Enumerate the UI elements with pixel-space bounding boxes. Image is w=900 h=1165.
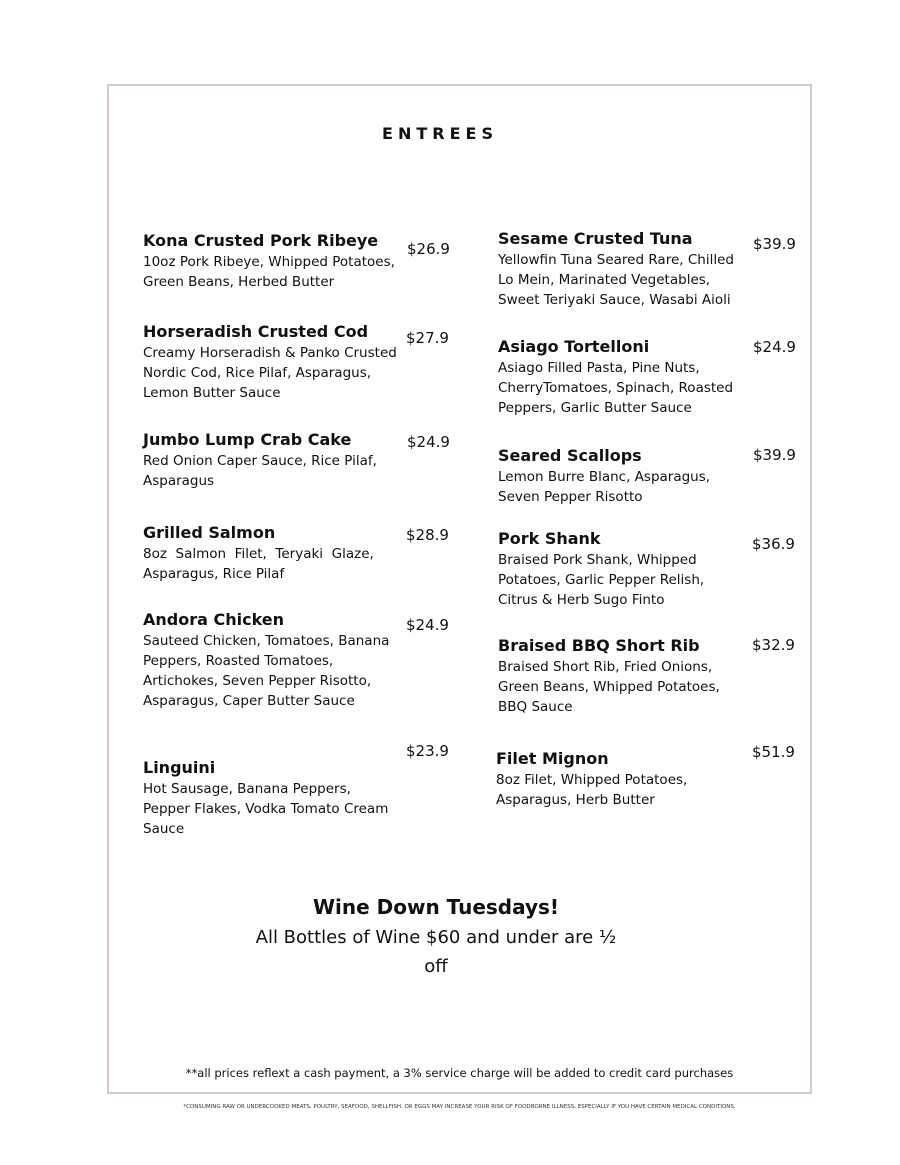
item-desc-line: Green Beans, Herbed Butter	[143, 274, 335, 290]
menu-item-filet-mignon	[496, 748, 687, 810]
item-price: $24.9	[407, 433, 450, 451]
item-desc-line: Peppers, Roasted Tomatoes,	[143, 653, 334, 669]
item-price: $26.9	[407, 240, 450, 258]
item-desc-line: Asparagus, Rice Pilaf	[143, 566, 285, 582]
item-desc-line: Sauce	[143, 821, 185, 837]
item-name: Grilled Salmon	[143, 523, 276, 542]
item-desc-line: Yellowfin Tuna Seared Rare, Chilled	[498, 252, 734, 268]
item-desc-line: Asparagus	[143, 473, 215, 489]
item-desc-line: CherryTomatoes, Spinach, Roasted	[498, 380, 734, 396]
menu-item-bbq-short-rib	[498, 635, 720, 717]
item-desc-line: Braised Pork Shank, Whipped	[498, 552, 697, 568]
item-desc-line: Hot Sausage, Banana Peppers,	[143, 781, 351, 797]
menu-item-sesame-tuna	[498, 228, 734, 310]
item-desc-line: Asparagus, Caper Butter Sauce	[143, 693, 355, 709]
item-name: Asiago Tortelloni	[498, 337, 650, 356]
item-desc-line: Artichokes, Seven Pepper Risotto,	[143, 673, 372, 689]
item-price: $24.9	[753, 338, 796, 356]
item-name: Seared Scallops	[498, 446, 642, 465]
item-desc-line: Lemon Butter Sauce	[143, 385, 281, 401]
item-desc-line: Pepper Flakes, Vodka Tomato Cream	[143, 801, 389, 817]
menu-item-horseradish-cod	[143, 321, 397, 403]
item-price: $23.9	[406, 742, 449, 760]
menu-item-grilled-salmon	[143, 522, 374, 584]
item-desc-line: Red Onion Caper Sauce, Rice Pilaf,	[143, 453, 377, 469]
item-price: $24.9	[406, 616, 449, 634]
item-desc-line: Sweet Teriyaki Sauce, Wasabi Aioli	[498, 292, 731, 308]
page-title: ENTREES	[382, 124, 498, 143]
item-price: $51.9	[752, 743, 795, 761]
item-desc-line: Potatoes, Garlic Pepper Relish,	[498, 572, 705, 588]
item-name: Kona Crusted Pork Ribeye	[143, 231, 379, 250]
item-name: Pork Shank	[498, 529, 601, 548]
menu-item-seared-scallops	[498, 445, 710, 507]
item-desc-line: 10oz Pork Ribeye, Whipped Potatoes,	[143, 254, 395, 270]
item-price: $36.9	[752, 535, 795, 553]
item-desc-line: Green Beans, Whipped Potatoes,	[498, 679, 720, 695]
item-desc-line: 8oz Salmon Filet, Teryaki Glaze,	[143, 546, 374, 562]
item-price: $27.9	[406, 329, 449, 347]
pricing-note: **all prices reflext a cash payment, a 3% service charge will be added to credit card purchases	[185, 1066, 734, 1080]
menu-item-pork-shank	[498, 528, 704, 610]
item-desc-line: Sauteed Chicken, Tomatoes, Banana	[143, 633, 390, 649]
menu-item-linguini	[143, 757, 388, 839]
item-desc-line: 8oz Filet, Whipped Potatoes,	[496, 772, 688, 788]
item-desc-line: Seven Pepper Risotto	[498, 489, 643, 505]
item-desc-line: Citrus & Herb Sugo Finto	[498, 592, 665, 608]
menu-item-andora-chicken	[143, 609, 389, 711]
item-price: $39.9	[753, 446, 796, 464]
item-price: $28.9	[406, 526, 449, 544]
item-name: Horseradish Crusted Cod	[143, 322, 369, 341]
item-name: Braised BBQ Short Rib	[498, 636, 700, 655]
item-name: Linguini	[143, 758, 216, 777]
item-desc-line: Braised Short Rib, Fried Onions,	[498, 659, 713, 675]
item-desc-line: Lo Mein, Marinated Vegetables,	[498, 272, 711, 288]
menu-item-asiago-tortelloni	[498, 336, 733, 418]
item-desc-line: Nordic Cod, Rice Pilaf, Asparagus,	[143, 365, 372, 381]
item-desc-line: BBQ Sauce	[498, 699, 573, 715]
item-name: Andora Chicken	[143, 610, 285, 629]
item-name: Jumbo Lump Crab Cake	[143, 430, 352, 449]
promo-text-line: All Bottles of Wine $60 and under are ½	[255, 927, 617, 948]
item-desc-line: Creamy Horseradish & Panko Crusted	[143, 345, 397, 361]
menu-item-crab-cake	[143, 429, 377, 491]
item-price: $32.9	[752, 636, 795, 654]
item-price: $39.9	[753, 235, 796, 253]
item-name: Sesame Crusted Tuna	[498, 229, 693, 248]
food-safety-disclaimer: *CONSUMING RAW OR UNDERCOOKED MEATS, POULTRY, SEAFOOD, SHELLFISH, OR EGGS MAY INCREASE YOUR RISK OF FOODBORNE ILLNESS, ESPECIALLY IF YOU HAVE CERTAIN MEDICAL CONDITIONS.	[183, 1104, 736, 1110]
promo-title: Wine Down Tuesdays!	[312, 895, 560, 919]
item-desc-line: Asparagus, Herb Butter	[496, 792, 655, 808]
item-desc-line: Asiago Filled Pasta, Pine Nuts,	[498, 360, 700, 376]
menu-item-kona-pork-ribeye	[143, 230, 395, 292]
item-desc-line: Lemon Burre Blanc, Asparagus,	[498, 469, 711, 485]
item-desc-line: Peppers, Garlic Butter Sauce	[498, 400, 692, 416]
item-name: Filet Mignon	[496, 749, 609, 768]
promo-text-line: off	[424, 956, 448, 977]
